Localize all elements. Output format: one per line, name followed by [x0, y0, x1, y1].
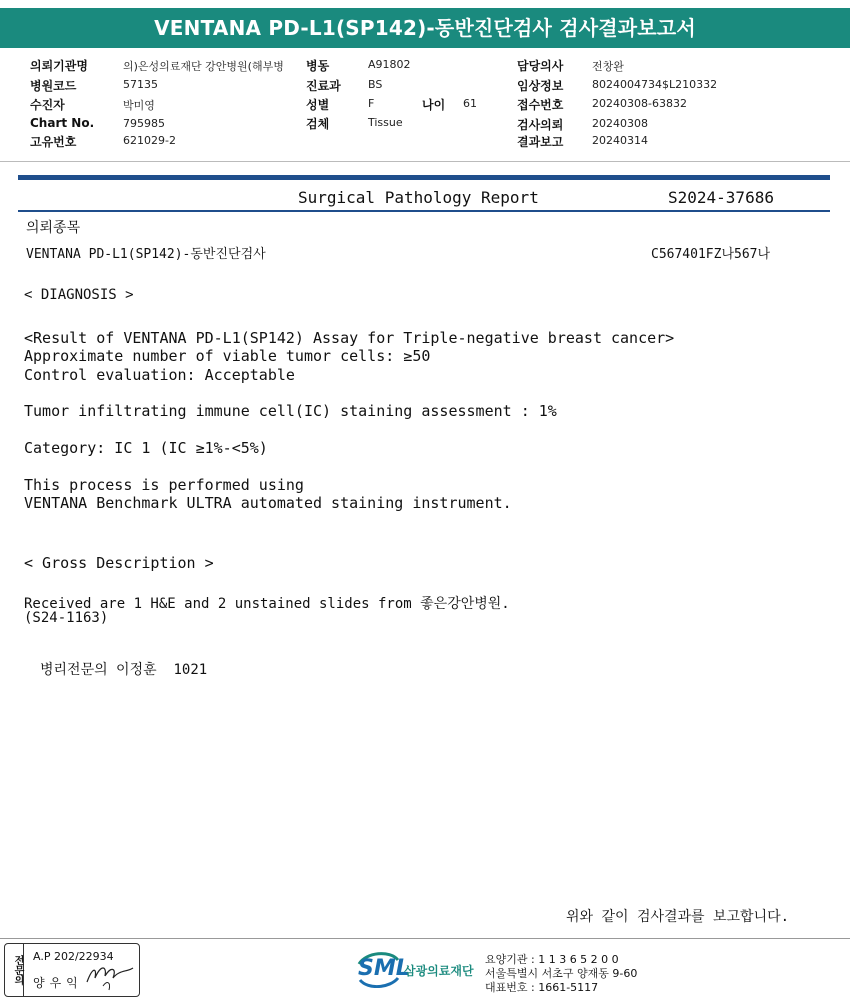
receipt-no-label: 접수번호	[517, 98, 564, 112]
hospital-code-value: 57135	[123, 78, 158, 91]
unique-no-value: 621029-2	[123, 134, 176, 147]
unique-no-label: 고유번호	[30, 135, 77, 149]
signature-icon	[83, 960, 137, 992]
request-date-label: 검사의뢰	[517, 118, 564, 132]
gross-line: (S24-1163)	[24, 610, 109, 626]
institution-phone: 대표번호 : 1661-5117	[485, 981, 599, 994]
diagnosis-line: Control evaluation: Acceptable	[24, 366, 295, 384]
sex-value: F	[368, 97, 375, 110]
receipt-no-value: 20240308-63832	[592, 97, 687, 110]
institution-value: 의)은성의료재단 강안병원(해부병	[123, 60, 284, 73]
diagnosis-line: Category: IC 1 (IC ≥1%-<5%)	[24, 439, 268, 457]
age-value: 61	[463, 97, 477, 110]
diagnosis-line: <Result of VENTANA PD-L1(SP142) Assay for Triple-negative breast cancer>	[24, 329, 675, 347]
diagnosis-line: This process is performed using	[24, 476, 304, 494]
dept-value: BS	[368, 78, 383, 91]
stamp-license-no: A.P 202/22934	[33, 950, 114, 963]
report-number: S2024-37686	[668, 188, 774, 207]
stamp-side-label: 전문의	[5, 944, 24, 996]
report-title: Surgical Pathology Report	[298, 188, 539, 207]
closing-statement: 위와 같이 검사결과를 보고합니다.	[566, 909, 790, 925]
logo-text: SML	[358, 956, 410, 981]
order-code: C567401FZ나567나	[651, 247, 771, 262]
dept-label: 진료과	[306, 79, 341, 93]
institution-label: 의뢰기관명	[30, 59, 88, 73]
report-title-bar: VENTANA PD-L1(SP142)-동반진단검사 검사결과보고서	[0, 8, 850, 48]
age-label: 나이	[422, 98, 446, 112]
report-title-rule	[18, 210, 830, 212]
report-top-bar	[18, 175, 830, 180]
sex-label: 성별	[306, 98, 330, 112]
ward-label: 병동	[306, 59, 330, 73]
result-date-label: 결과보고	[517, 135, 564, 149]
chart-no-label: Chart No.	[30, 116, 95, 130]
clinical-info-label: 임상정보	[517, 79, 564, 93]
gross-heading: < Gross Description >	[24, 554, 214, 572]
header-divider	[0, 161, 850, 162]
gross-line: Received are 1 H&E and 2 unstained slides from 좋은강안병원.	[24, 596, 510, 612]
chart-no-value: 795985	[123, 117, 165, 130]
diagnosis-line: Approximate number of viable tumor cells: ≥50	[24, 347, 431, 365]
stamp-name: 양우익	[33, 976, 83, 990]
pathologist-stamp	[4, 943, 140, 997]
clinical-info-value: 8024004734$L210332	[592, 78, 718, 91]
diagnosis-line: Tumor infiltrating immune cell(IC) staining assessment : 1%	[24, 402, 557, 420]
pathologist-signature: 병리전문의 이정훈 1021	[40, 662, 208, 678]
result-date-value: 20240314	[592, 134, 648, 147]
diagnosis-line: VENTANA Benchmark ULTRA automated staining instrument.	[24, 494, 512, 512]
order-name: VENTANA PD-L1(SP142)-동반진단검사	[26, 247, 266, 262]
patient-value: 박미영	[123, 99, 155, 112]
request-date-value: 20240308	[592, 117, 648, 130]
institution-code: 요양기관 : 1 1 3 6 5 2 0 0	[485, 953, 619, 966]
ward-value: A91802	[368, 58, 411, 71]
patient-label: 수진자	[30, 98, 65, 112]
order-label: 의뢰종목	[26, 220, 81, 236]
hospital-code-label: 병원코드	[30, 79, 77, 93]
footer-divider	[0, 938, 850, 939]
logo-corp-name: 삼광의료재단	[404, 964, 474, 978]
diagnosis-heading: < DIAGNOSIS >	[24, 287, 134, 303]
specimen-value: Tissue	[368, 116, 403, 129]
specimen-label: 검체	[306, 117, 330, 131]
doctor-label: 담당의사	[517, 59, 564, 73]
doctor-value: 전창완	[592, 60, 624, 73]
institution-address: 서울특별시 서초구 양재동 9-60	[485, 967, 638, 980]
